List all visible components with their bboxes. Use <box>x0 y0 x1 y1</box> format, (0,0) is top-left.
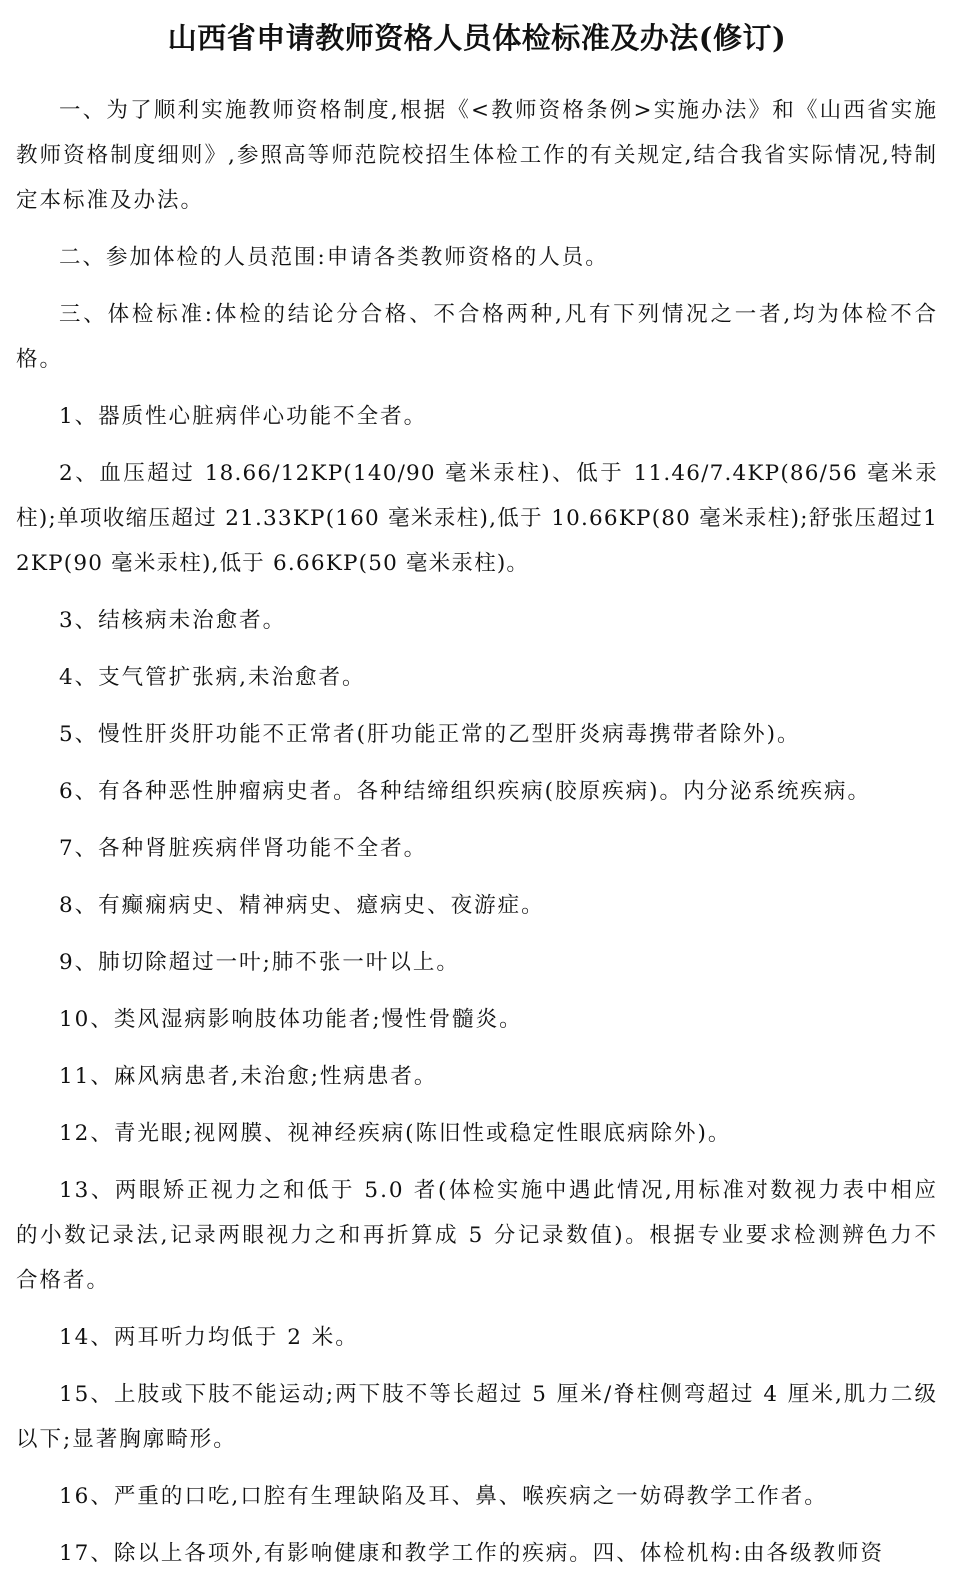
list-item-6: 6、有各种恶性肿瘤病史者。各种结缔组织疾病(胶原疾病)。内分泌系统疾病。 <box>59 779 871 804</box>
document-title: 山西省申请教师资格人员体检标准及办法(修订) <box>167 21 787 55</box>
list-item-4: 4、支气管扩张病,未治愈者。 <box>59 665 366 690</box>
list-item-12: 12、青光眼;视网膜、视神经疾病(陈旧性或稳定性眼底病除外)。 <box>59 1121 732 1146</box>
list-item-2: 2、血压超过 18.66/12KP(140/90 毫米汞柱)、低于 11.46/7.4KP(86/56 毫米汞柱);单项收缩压超过 21.33KP(160 毫米汞柱),低于 10.66KP(80 毫米汞柱);舒张压超过12KP(90 毫米汞柱),低于 6.66KP(50 毫米汞柱)。 <box>16 461 938 576</box>
list-item-7: 7、各种肾脏疾病伴肾功能不全者。 <box>59 836 428 861</box>
list-item-3: 3、结核病未治愈者。 <box>59 608 287 633</box>
list-item-13: 13、两眼矫正视力之和低于 5.0 者(体检实施中遇此情况,用标准对数视力表中相应的小数记录法,记录两眼视力之和再折算成 5 分记录数值)。根据专业要求检测辨色力不合格者。 <box>16 1178 938 1293</box>
list-item-5: 5、慢性肝炎肝功能不正常者(肝功能正常的乙型肝炎病毒携带者除外)。 <box>59 722 801 747</box>
list-item-11: 11、麻风病患者,未治愈;性病患者。 <box>59 1064 438 1089</box>
list-item-15: 15、上肢或下肢不能运动;两下肢不等长超过 5 厘米/脊柱侧弯超过 4 厘米,肌力二级以下;显著胸廓畸形。 <box>16 1382 938 1452</box>
list-item-8: 8、有癫痫病史、精神病史、癔病史、夜游症。 <box>59 893 545 918</box>
list-item-16: 16、严重的口吃,口腔有生理缺陷及耳、鼻、喉疾病之一妨碍教学工作者。 <box>59 1484 828 1509</box>
list-item-14: 14、两耳听力均低于 2 米。 <box>59 1325 359 1350</box>
list-item-1: 1、器质性心脏病伴心功能不全者。 <box>59 404 428 429</box>
list-item-9: 9、肺切除超过一叶;肺不张一叶以上。 <box>59 950 460 975</box>
paragraph-purpose: 一、为了顺利实施教师资格制度,根据《<教师资格条例>实施办法》和《山西省实施教师资格制度细则》,参照高等师范院校招生体检工作的有关规定,结合我省实际情况,特制定本标准及办法。 <box>16 98 938 213</box>
paragraph-scope: 二、参加体检的人员范围:申请各类教师资格的人员。 <box>59 245 609 270</box>
list-item-10: 10、类风湿病影响肢体功能者;慢性骨髓炎。 <box>59 1007 523 1032</box>
paragraph-standard: 三、体检标准:体检的结论分合格、不合格两种,凡有下列情况之一者,均为体检不合格。 <box>16 302 938 372</box>
list-item-17: 17、除以上各项外,有影响健康和教学工作的疾病。四、体检机构:由各级教师资 <box>59 1541 884 1566</box>
